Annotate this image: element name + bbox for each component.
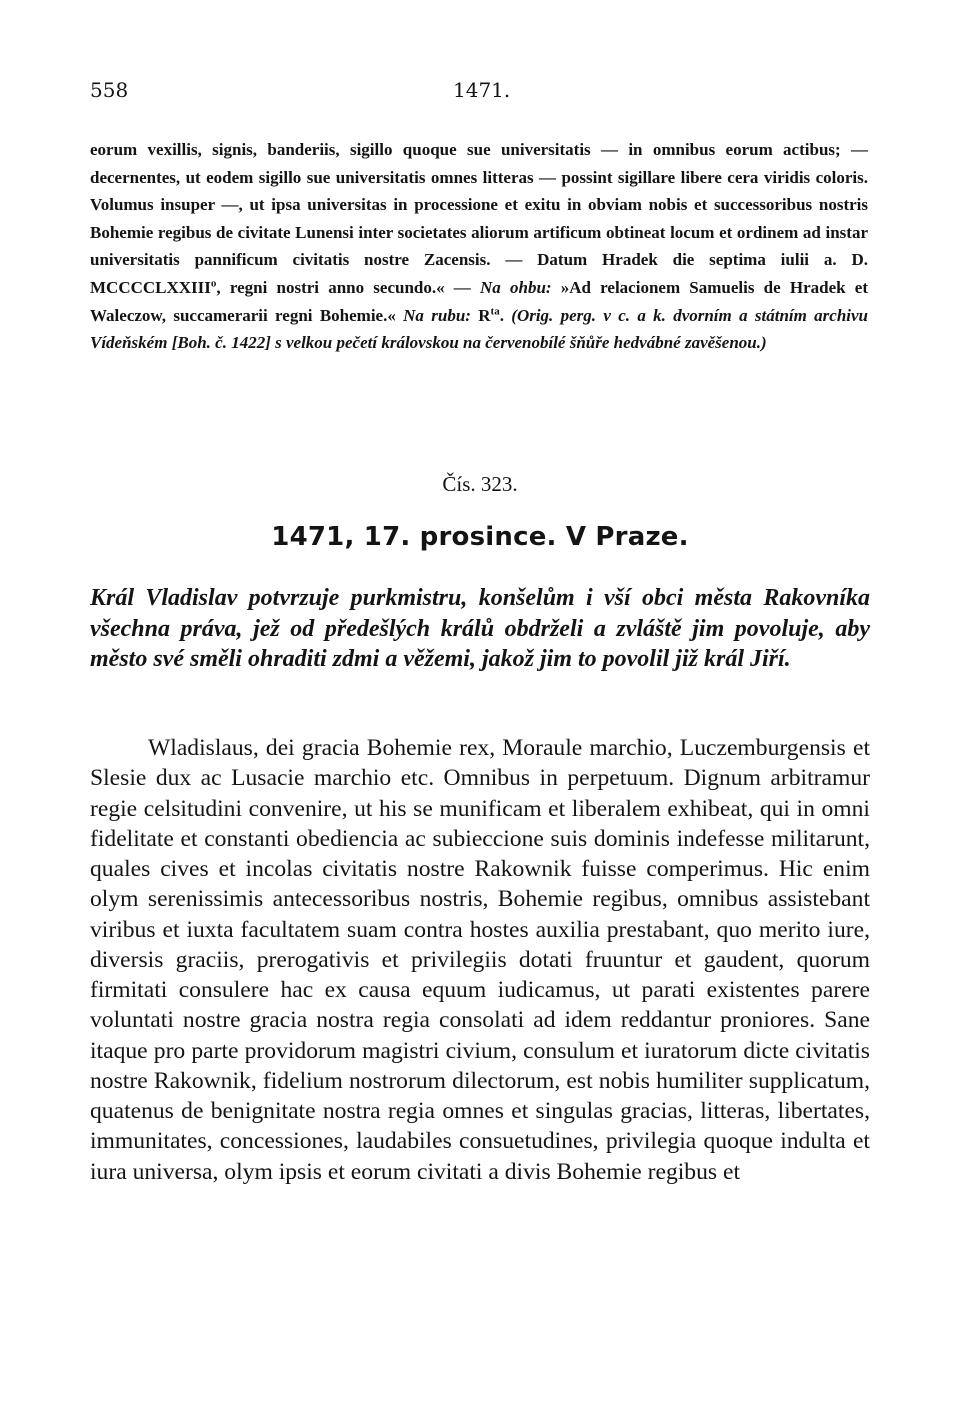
czech-summary: Král Vladislav potvrzuje purkmistru, konšelům i vší obci města Rakovníka všechna práva, jež od předešlých králů obdrželi a zvláště jim povoluje, aby město své směli ohraditi zdmi a věžemi, jakož jim to povolil již král Jiří. (90, 585, 870, 672)
continuation-latin-text-2: , regni nostri anno secundo.« — (216, 277, 481, 297)
archival-source-note: (Orig. perg. v c. a k. dvorním a státním archivu Vídeňském [Boh. č. 1422] s velkou pečetí královskou na červenobílé šňůře hedvábné zavěšenou.) (90, 305, 868, 353)
running-header-year: 1471. (453, 78, 511, 102)
margin-text: R (470, 305, 491, 325)
margin-label: Na rubu: (403, 305, 471, 325)
page-number: 558 (90, 78, 129, 102)
page-header (90, 78, 870, 108)
endorsement-label: Na ohbu: (480, 277, 552, 297)
margin-superscript: ta (490, 304, 500, 317)
previous-document-continuation (90, 136, 868, 357)
margin-end: . (499, 305, 512, 325)
document-date-place: 1471, 17. prosince. V Praze. (271, 522, 689, 552)
endorsement-text: »Ad relacionem Samuelis de Hradek et Waleczow, succamerarii regni Bohemie.« (90, 277, 868, 325)
charter-latin-text: Wladislaus, dei gracia Bohemie rex, Moraule marchio, Luczemburgensis et Slesie dux ac Lusacie marchio etc. Omnibus in perpetuum. Dignum arbitramur regie celsitudini convenire, ut his se munificam et liberalem exhibeat, qui in omni fidelitate et constanti obediencia ac subieccione suis dominis indefesse militarunt, quales cives et incolas civitatis nostre Rakownik fuisse comperimus. Hic enim olym serenissimis antecessoribus nostris, Bohemie regibus, omnibus assistebant viribus et iuxta facultatem suam contra hostes auxilia prestabant, quo merito iure, diversis graciis, prerogativis et privilegiis dotati fruuntur et gaudent, quorum firmitati consulere hac ex causa equum iudicamus, ut parati existentes parere voluntati nostre gracia nostra regia consolati ad idem reddantur proniores. Sane itaque pro parte providorum magistri civium, consulum et iuratorum dicte civitatis nostre Rakownik, fidelium nostrorum dilectorum, est nobis humiliter supplicatum, quatenus de benignitate nostra regia omnes et singulas gracias, litteras, libertates, immunitates, concessiones, laudabiles consuetudines, privilegia quoque indulta et iura universa, olym ipsis et eorum civitati a divis Bohemie regibus et (90, 735, 870, 1185)
continuation-latin-text: eorum vexillis, signis, banderiis, sigillo quoque sue universitatis — in omnibus eorum actibus; — decernentes, ut eodem sigillo sue universitatis omnes litteras — possint sigillare libere cera viridis coloris. Volumus insuper —, ut ipsa universitas in processione et exitu in obviam nobis et successoribus nostris Bohemie regibus de civitate Lunensi inter societates aliorum artificum obtineat locum et ordinem ad instar universitatis pannificum civitatis nostre Zacensis. — Datum Hradek die septima iulii a. D. MCCCCLXXIII (90, 140, 868, 297)
document-number: Čís. 323. (442, 472, 518, 496)
ordinal-mark: o (210, 277, 217, 290)
